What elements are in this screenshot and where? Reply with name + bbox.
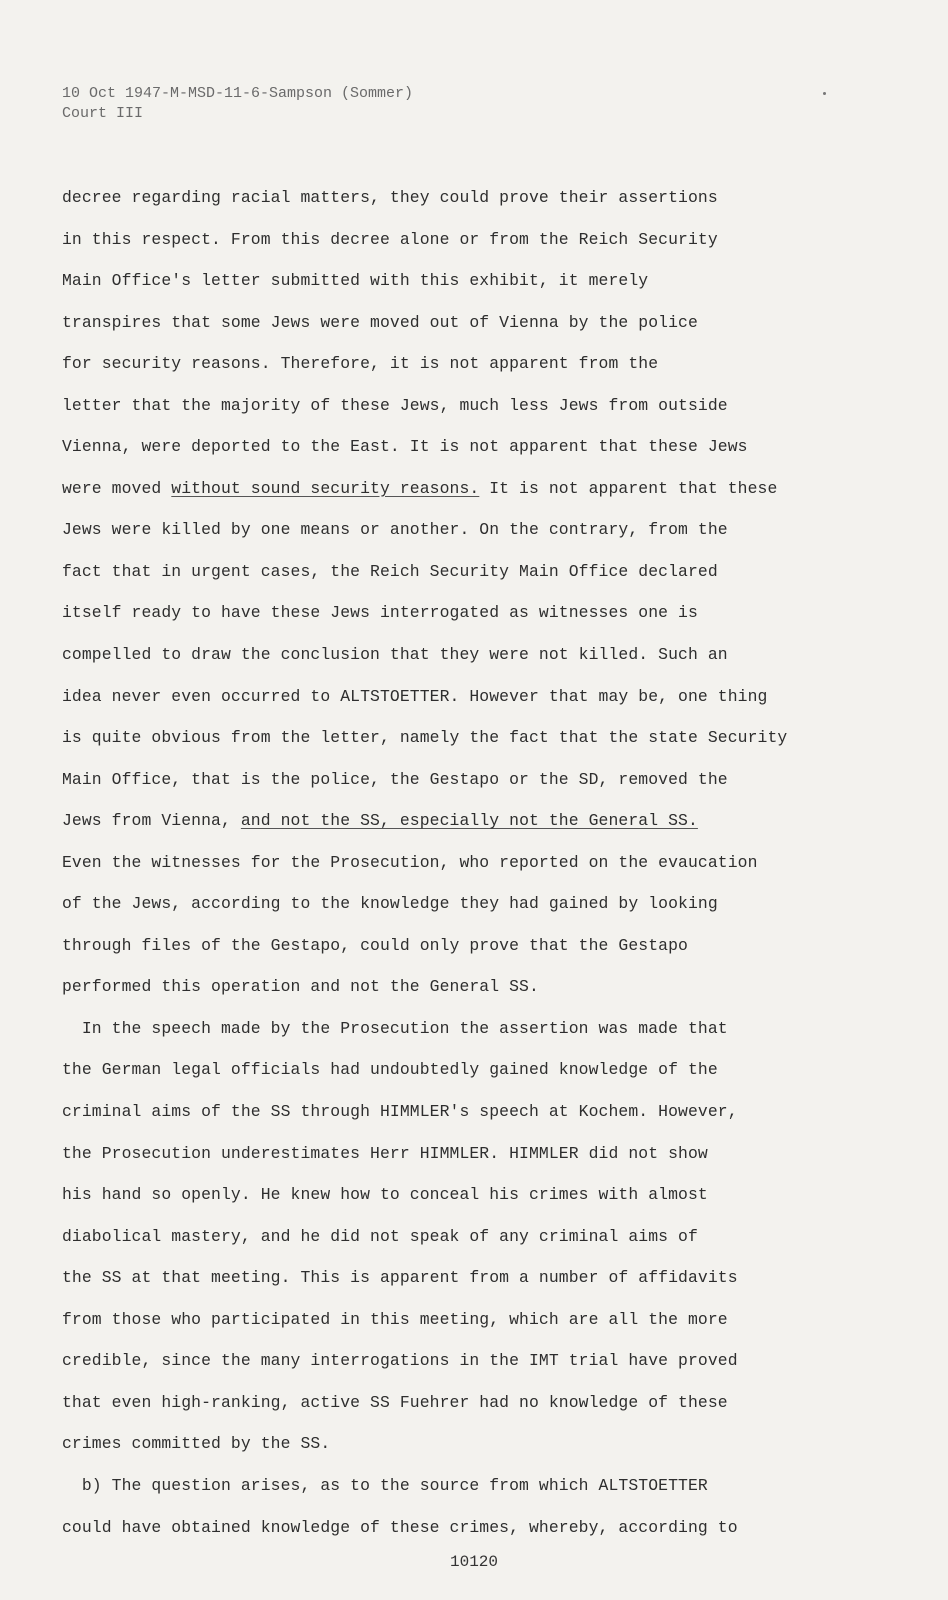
text-line: Main Office, that is the police, the Gestapo or the SD, removed the: [62, 769, 728, 789]
text-line: compelled to draw the conclusion that they were not killed. Such an: [62, 645, 728, 665]
text-line: that even high-ranking, active SS Fuehrer had no knowledge of these: [62, 1392, 728, 1412]
text-line: fact that in urgent cases, the Reich Security Main Office declared: [62, 561, 718, 581]
text-segment: Jews from Vienna,: [62, 811, 241, 831]
underlined-phrase: and not the SS, especially not the General SS.: [240, 811, 698, 831]
text-line: could have obtained knowledge of these crimes, whereby, according to: [62, 1517, 738, 1537]
text-line: idea never even occurred to ALTSTOETTER. However that may be, one thing: [62, 686, 768, 706]
page-number: 10120: [449, 1553, 498, 1571]
text-line: itself ready to have these Jews interrogated as witnesses one is: [62, 603, 698, 623]
text-line: is quite obvious from the letter, namely the fact that the state Security: [62, 728, 788, 748]
text-line: [62, 477, 908, 519]
header-case-line: 10 Oct 1947-M-MSD-11-6-Sampson (Sommer): [62, 85, 414, 102]
document-body: [62, 186, 908, 1557]
text-line: letter that the majority of these Jews, much less Jews from outside: [62, 395, 728, 415]
text-line: in this respect. From this decree alone or from the Reich Security: [62, 229, 718, 249]
text-line: performed this operation and not the General SS.: [62, 977, 539, 997]
text-line: of the Jews, according to the knowledge they had gained by looking: [62, 894, 718, 914]
text-line: Main Office's letter submitted with this exhibit, it merely: [62, 271, 649, 291]
text-line: through files of the Gestapo, could only prove that the Gestapo: [62, 935, 688, 955]
stray-mark: [823, 92, 826, 95]
text-line: for security reasons. Therefore, it is not apparent from the: [62, 354, 659, 374]
text-line: his hand so openly. He knew how to conceal his crimes with almost: [62, 1185, 708, 1205]
text-line: In the speech made by the Prosecution the assertion was made that: [62, 1018, 728, 1038]
text-line: from those who participated in this meeting, which are all the more: [62, 1309, 728, 1329]
text-line: b) The question arises, as to the source from which ALTSTOETTER: [62, 1475, 708, 1495]
text-line: decree regarding racial matters, they could prove their assertions: [62, 188, 718, 207]
text-line: the German legal officials had undoubtedly gained knowledge of the: [62, 1060, 718, 1080]
underlined-phrase: without sound security reasons.: [171, 478, 480, 498]
header-court-line: Court III: [62, 105, 144, 122]
text-line: credible, since the many interrogations in the IMT trial have proved: [62, 1351, 738, 1371]
text-line: the Prosecution underestimates Herr HIMMLER. HIMMLER did not show: [62, 1143, 708, 1163]
text-line: crimes committed by the SS.: [62, 1434, 331, 1454]
text-line: criminal aims of the SS through HIMMLER's speech at Kochem. However,: [62, 1102, 738, 1122]
text-line: [62, 809, 908, 851]
text-line: Even the witnesses for the Prosecution, who reported on the evaucation: [62, 852, 758, 872]
text-segment: were moved: [62, 478, 172, 498]
document-header: [62, 84, 413, 124]
text-line: Jews were killed by one means or another. On the contrary, from the: [62, 520, 728, 540]
text-line: diabolical mastery, and he did not speak of any criminal aims of: [62, 1226, 698, 1246]
text-line: Vienna, were deported to the East. It is not apparent that these Jews: [62, 437, 748, 457]
text-line: transpires that some Jews were moved out of Vienna by the police: [62, 312, 698, 332]
text-segment: It is not apparent that these: [479, 478, 778, 498]
text-line: the SS at that meeting. This is apparent from a number of affidavits: [62, 1268, 738, 1288]
